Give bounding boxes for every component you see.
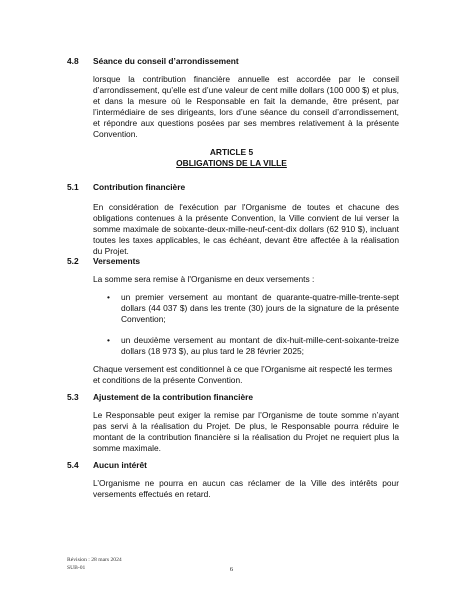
section-title: Aucun intérêt [93, 460, 147, 470]
article-number: ARTICLE 5 [209, 147, 254, 157]
section-number: 5.1 [67, 182, 79, 192]
bullet-marker: • [107, 292, 110, 302]
section-number: 5.4 [67, 460, 79, 470]
section-number: 5.2 [67, 256, 79, 266]
article-title-wrap [0, 158, 463, 169]
section-body: Le Responsable peut exiger la remise par l’Organisme de toute somme n’ayant pas servi à la réalisation du Projet. De plus, le Responsable pourra réduire le montant de la contribution financière si la réalisation du Projet ne requiert plus la somme maximale. [93, 410, 399, 453]
footer-code: SUB-01 [67, 565, 86, 571]
section-body: L’Organisme ne pourra en aucun cas réclamer de la Ville des intérêts pour versements effectués en retard. [93, 478, 399, 499]
article-title: OBLIGATIONS DE LA VILLE [176, 158, 287, 168]
bullet-marker: • [107, 335, 110, 345]
page-number: 6 [229, 566, 234, 573]
section-body: En considération de l'exécution par l'Organisme de toutes et chacune des obligations contenues à la présente Convention, la Ville convient de lui verser la somme maximale de soixante-deux-mille-neuf-cent-dix dollars (62 910 $), incluant toutes les taxes applicables, le cas échéant, devant être affectée à la réalisation du Projet. [93, 202, 399, 256]
footer-revision: Révision : 28 mars 2024 [67, 557, 122, 563]
section-number: 4.8 [67, 56, 79, 66]
section-intro: La somme sera remise à l'Organisme en deux versements : [93, 274, 315, 284]
section-title: Contribution financière [93, 182, 186, 192]
bullet-item: un premier versement au montant de quarante-quatre-mille-trente-sept dollars (44 037 $) dans les trente (30) jours de la signature de la présente Convention; [121, 292, 399, 324]
section-body: lorsque la contribution financière annuelle est accordée par le conseil d’arrondissement, qu’elle est d’une valeur de cent mille dollars (100 000 $) et plus, et dans la mesure où le Responsable en fait la demande, être présent, par l’intermédiaire de ses dirigeants, lors d’une séance du conseil d’arrondissement, et répondre aux questions posées par ses membres relativement à la présente Convention. [93, 74, 399, 139]
bullet-item: un deuxième versement au montant de dix-huit-mille-cent-soixante-treize dollars (18 973 $), au plus tard le 28 février 2025; [121, 335, 399, 356]
section-closing: Chaque versement est conditionnel à ce que l’Organisme ait respecté les termes et conditions de la présente Convention. [93, 364, 393, 385]
section-number: 5.3 [67, 392, 79, 402]
section-title: Versements [93, 256, 141, 266]
section-title: Séance du conseil d’arrondissement [93, 56, 239, 66]
section-title: Ajustement de la contribution financière [93, 392, 254, 402]
